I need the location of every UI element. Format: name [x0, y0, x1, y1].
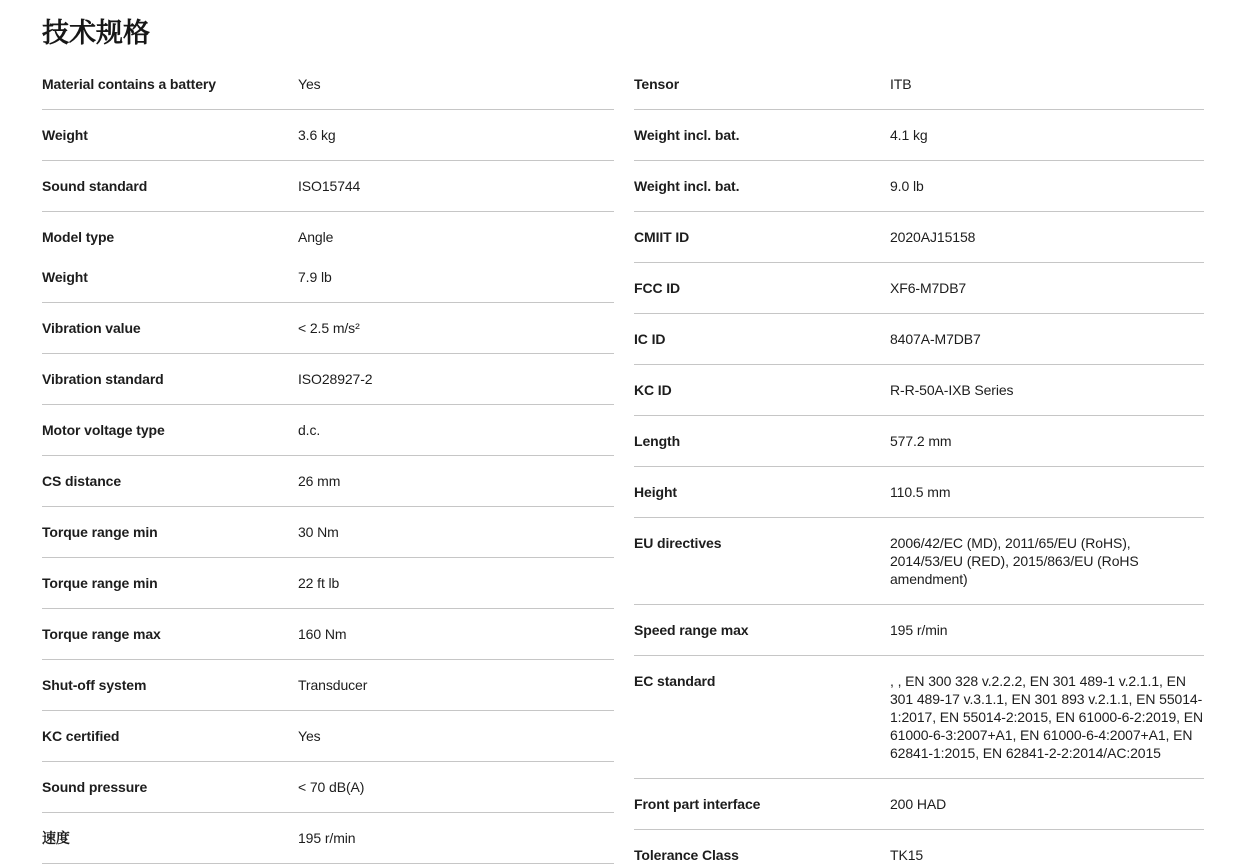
spec-label: Torque range min [42, 575, 158, 591]
spec-row [634, 228, 1204, 246]
spec-label: KC certified [42, 728, 120, 744]
spec-label: Weight incl. bat. [634, 127, 740, 143]
spec-row [634, 846, 1204, 864]
spec-row [634, 381, 1204, 399]
spec-value: < 70 dB(A) [298, 779, 365, 795]
spec-value: 160 Nm [298, 626, 347, 642]
spec-value: Transducer [298, 677, 368, 693]
spec-group [634, 779, 1204, 830]
spec-label: Speed range max [634, 622, 749, 638]
spec-value: , , EN 300 328 v.2.2.2, EN 301 489-1 v.2.1.1, EN 301 489-17 v.3.1.1, EN 301 893 v.2.1.1, EN 55014-1:2017, EN 55014-2:2015, EN 61000-6-2:2019, EN 61000-6-3:2007+A1, EN 61000-6-4:2007+A1, EN 62841-1:2015, EN 62841-2-2:2014/AC:2015 [890, 673, 1203, 761]
spec-group [634, 59, 1204, 110]
spec-label: Motor voltage type [42, 422, 165, 438]
spec-group [634, 314, 1204, 365]
spec-group [42, 110, 614, 161]
spec-label: Vibration standard [42, 371, 164, 387]
spec-label: Material contains a battery [42, 76, 216, 92]
spec-label: Length [634, 433, 681, 449]
spec-label: Torque range min [42, 524, 158, 540]
spec-value: XF6-M7DB7 [890, 280, 967, 296]
spec-row [634, 432, 1204, 450]
spec-row [42, 829, 614, 847]
spec-group [634, 656, 1204, 779]
spec-label: FCC ID [634, 280, 681, 296]
spec-label: CMIIT ID [634, 229, 690, 245]
spec-label: Torque range max [42, 626, 161, 642]
spec-group [42, 762, 614, 813]
spec-value: ISO28927-2 [298, 371, 373, 387]
spec-value: 8407A-M7DB7 [890, 331, 981, 347]
spec-group [634, 605, 1204, 656]
spec-group [634, 365, 1204, 416]
spec-label: Weight incl. bat. [634, 178, 740, 194]
spec-row [634, 126, 1204, 144]
spec-label: KC ID [634, 382, 672, 398]
spec-label: Front part interface [634, 796, 761, 812]
spec-label: Model type [42, 229, 115, 245]
spec-column-right [634, 59, 1204, 864]
spec-row [42, 319, 614, 337]
spec-value: 22 ft lb [298, 575, 340, 591]
spec-group [634, 518, 1204, 605]
spec-group [634, 467, 1204, 518]
spec-row [634, 534, 1204, 588]
spec-group [634, 110, 1204, 161]
spec-row [42, 177, 614, 195]
spec-label: IC ID [634, 331, 666, 347]
spec-row [634, 672, 1204, 762]
spec-row [634, 177, 1204, 195]
spec-value: R-R-50A-IXB Series [890, 382, 1014, 398]
spec-group [42, 660, 614, 711]
spec-value: 2020AJ15158 [890, 229, 976, 245]
spec-value: ITB [890, 76, 912, 92]
spec-group [42, 161, 614, 212]
spec-label: Sound standard [42, 178, 148, 194]
spec-value: 200 HAD [890, 796, 947, 812]
spec-group [42, 711, 614, 762]
spec-row [42, 268, 614, 286]
spec-value: 577.2 mm [890, 433, 952, 449]
spec-row [42, 574, 614, 592]
spec-value: 195 r/min [298, 830, 356, 846]
spec-group [42, 813, 614, 864]
spec-row [42, 228, 614, 246]
spec-group [42, 59, 614, 110]
spec-label: Vibration value [42, 320, 141, 336]
spec-value: Angle [298, 229, 334, 245]
spec-group [634, 212, 1204, 263]
spec-group [42, 558, 614, 609]
spec-value: d.c. [298, 422, 321, 438]
spec-label: EU directives [634, 535, 722, 551]
spec-row [42, 472, 614, 490]
spec-label: Weight [42, 127, 88, 143]
spec-row [634, 279, 1204, 297]
spec-value: 3.6 kg [298, 127, 336, 143]
spec-label: Tolerance Class [634, 847, 739, 863]
spec-group [634, 161, 1204, 212]
spec-row [42, 523, 614, 541]
spec-row [42, 370, 614, 388]
spec-label: Height [634, 484, 677, 500]
spec-label: Tensor [634, 76, 680, 92]
spec-value: TK15 [890, 847, 924, 863]
spec-value: 9.0 lb [890, 178, 924, 194]
spec-row [42, 625, 614, 643]
spec-row [42, 727, 614, 745]
spec-row [42, 75, 614, 93]
spec-group [42, 303, 614, 354]
spec-label: Weight [42, 269, 88, 285]
spec-row [42, 778, 614, 796]
spec-group [42, 212, 614, 303]
spec-group [42, 405, 614, 456]
spec-row [634, 75, 1204, 93]
spec-row [42, 126, 614, 144]
spec-value: < 2.5 m/s² [298, 320, 360, 336]
spec-row [634, 330, 1204, 348]
spec-value: 4.1 kg [890, 127, 928, 143]
spec-row [42, 421, 614, 439]
spec-row [634, 795, 1204, 813]
page-title: 技术规格 [42, 18, 150, 48]
spec-value: 30 Nm [298, 524, 339, 540]
spec-label: CS distance [42, 473, 122, 489]
spec-group [634, 263, 1204, 314]
spec-label: Shut-off system [42, 677, 147, 693]
spec-group [42, 456, 614, 507]
spec-value: Yes [298, 76, 321, 92]
spec-group [42, 507, 614, 558]
spec-column-left [42, 59, 614, 864]
spec-columns [42, 59, 1204, 864]
spec-group [42, 609, 614, 660]
spec-group [634, 416, 1204, 467]
spec-value: 195 r/min [890, 622, 948, 638]
spec-value: 110.5 mm [890, 484, 951, 500]
spec-value: Yes [298, 728, 321, 744]
spec-value: 7.9 lb [298, 269, 332, 285]
spec-label: 速度 [42, 830, 70, 846]
spec-label: Sound pressure [42, 779, 148, 795]
spec-value: 26 mm [298, 473, 341, 489]
spec-group [42, 354, 614, 405]
spec-label: EC standard [634, 673, 716, 689]
spec-value: 2006/42/EC (MD), 2011/65/EU (RoHS), 2014/53/EU (RED), 2015/863/EU (RoHS amendment) [890, 535, 1139, 587]
spec-group [634, 830, 1204, 864]
spec-row [634, 621, 1204, 639]
spec-row [634, 483, 1204, 501]
spec-value: ISO15744 [298, 178, 361, 194]
spec-row [42, 676, 614, 694]
